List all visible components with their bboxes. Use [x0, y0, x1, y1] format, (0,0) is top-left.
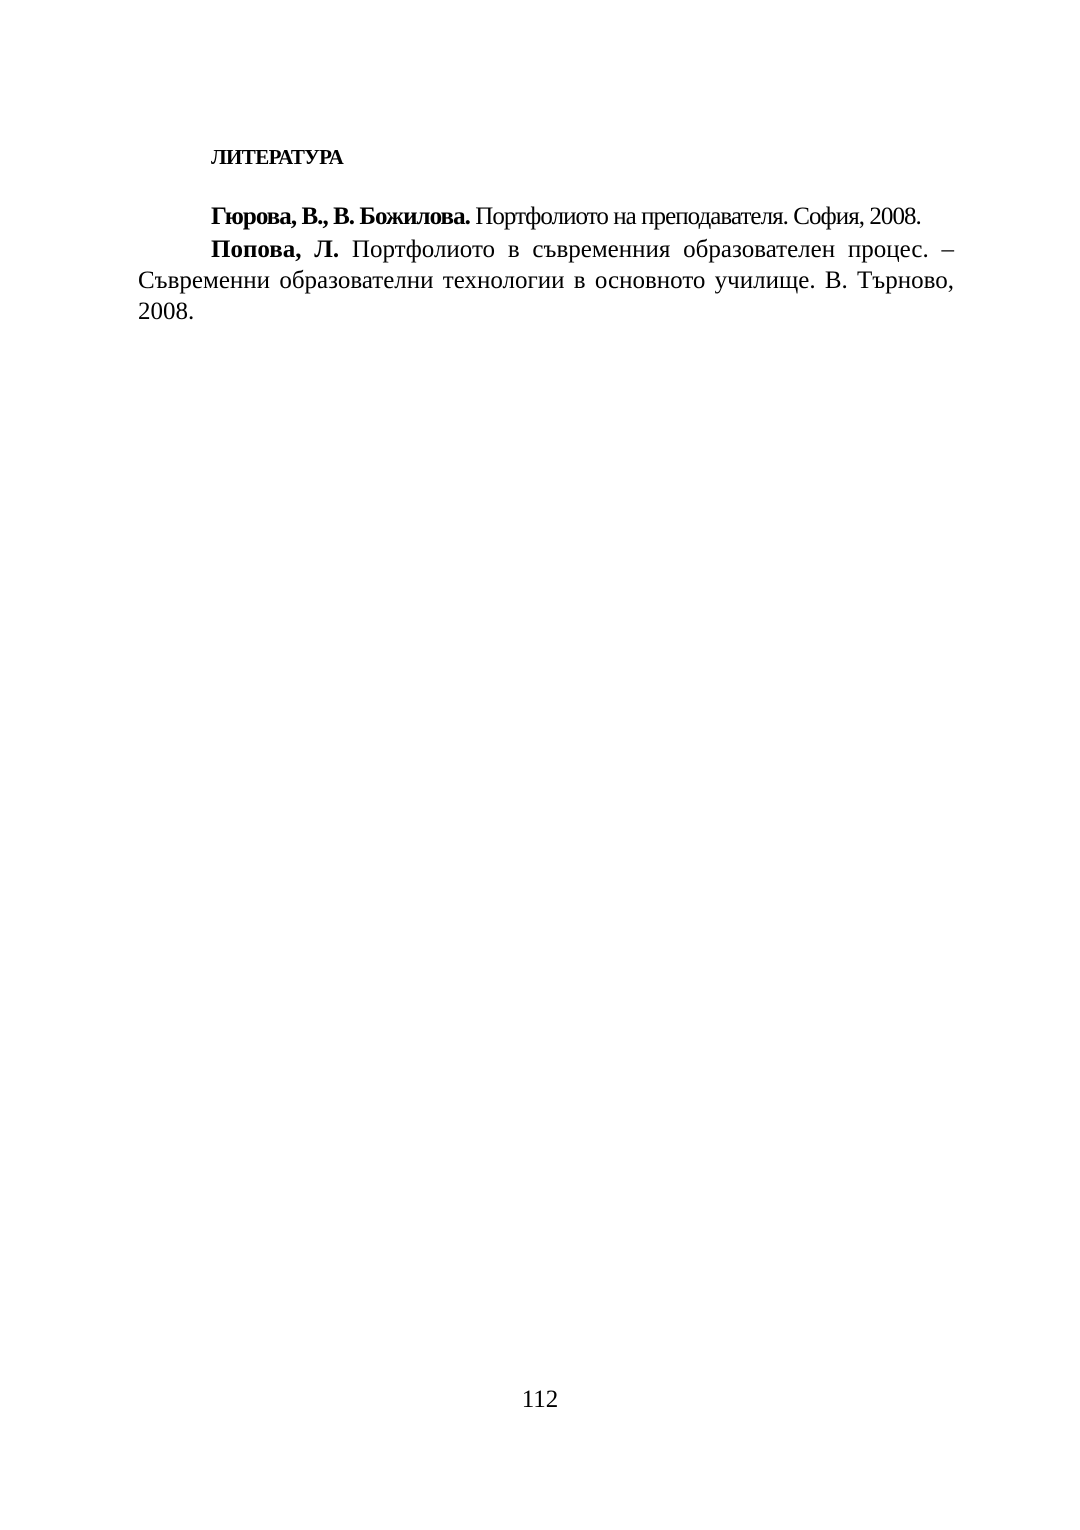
- reference-text: Портфолиото на преподавателя. София, 2008.: [475, 203, 921, 230]
- page-number: 112: [521, 1386, 559, 1413]
- reference-entry: [138, 234, 954, 327]
- reference-entry: [138, 201, 954, 232]
- reference-author: Гюрова, В., В. Божилова.: [211, 203, 470, 230]
- section-heading: ЛИТЕРАТУРА: [211, 145, 344, 169]
- reference-author: Попова, Л.: [211, 236, 340, 263]
- reference-text: Портфолиото в съвременния образователен процес. – Съвременни образователни технологии в основното училище. В. Търново, 2008.: [138, 236, 955, 325]
